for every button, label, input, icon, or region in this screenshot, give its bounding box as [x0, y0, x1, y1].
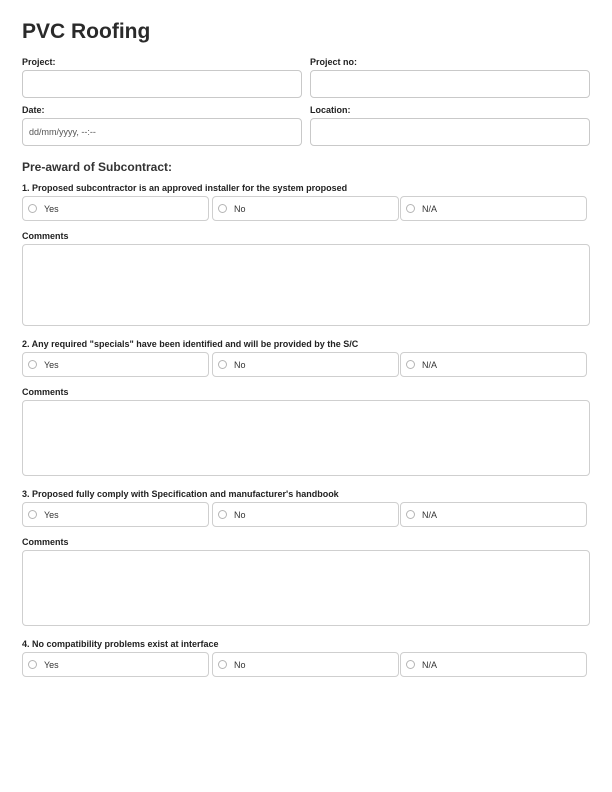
question-label: 3. Proposed fully comply with Specification and manufacturer's handbook — [22, 489, 339, 499]
date-label: Date: — [22, 105, 45, 115]
project-no-label: Project no: — [310, 57, 358, 67]
option-label: N/A — [422, 359, 438, 370]
radio-icon[interactable] — [406, 360, 415, 369]
radio-icon[interactable] — [406, 510, 415, 519]
project-input[interactable] — [22, 70, 302, 98]
radio-icon[interactable] — [218, 660, 227, 669]
radio-icon[interactable] — [28, 204, 37, 213]
location-input[interactable] — [310, 118, 590, 146]
option-yes[interactable] — [22, 196, 209, 221]
option-na[interactable] — [400, 196, 587, 221]
question-label: 1. Proposed subcontractor is an approved installer for the system proposed — [22, 183, 348, 193]
section-title: Pre-award of Subcontract: — [22, 160, 173, 174]
option-label: Yes — [44, 659, 59, 670]
option-label: No — [234, 509, 246, 520]
comments-textarea[interactable] — [22, 400, 590, 476]
option-label: No — [234, 203, 246, 214]
option-no[interactable] — [212, 652, 399, 677]
radio-icon[interactable] — [218, 204, 227, 213]
comments-textarea[interactable] — [22, 550, 590, 626]
option-label: Yes — [44, 509, 59, 520]
option-no[interactable] — [212, 502, 399, 527]
option-label: Yes — [44, 359, 59, 370]
question-label: 4. No compatibility problems exist at interface — [22, 639, 219, 649]
location-label: Location: — [310, 105, 351, 115]
comments-label: Comments — [22, 231, 69, 241]
radio-icon[interactable] — [406, 204, 415, 213]
option-label: N/A — [422, 659, 438, 670]
option-label: No — [234, 659, 246, 670]
comments-label: Comments — [22, 537, 69, 547]
comments-label: Comments — [22, 387, 69, 397]
comments-textarea[interactable] — [22, 244, 590, 326]
option-yes[interactable] — [22, 652, 209, 677]
radio-icon[interactable] — [28, 360, 37, 369]
page-title: PVC Roofing — [22, 20, 151, 43]
radio-icon[interactable] — [406, 660, 415, 669]
date-input[interactable]: dd/mm/yyyy, --:-- — [22, 118, 302, 146]
project-label: Project: — [22, 57, 56, 67]
option-label: N/A — [422, 509, 438, 520]
option-na[interactable] — [400, 502, 587, 527]
option-label: Yes — [44, 203, 59, 214]
option-no[interactable] — [212, 352, 399, 377]
radio-icon[interactable] — [218, 510, 227, 519]
radio-icon[interactable] — [28, 660, 37, 669]
option-na[interactable] — [400, 652, 587, 677]
project-no-input[interactable] — [310, 70, 590, 98]
option-na[interactable] — [400, 352, 587, 377]
option-no[interactable] — [212, 196, 399, 221]
option-label: N/A — [422, 203, 438, 214]
option-yes[interactable] — [22, 502, 209, 527]
option-yes[interactable] — [22, 352, 209, 377]
option-label: No — [234, 359, 246, 370]
radio-icon[interactable] — [218, 360, 227, 369]
radio-icon[interactable] — [28, 510, 37, 519]
question-label: 2. Any required "specials" have been identified and will be provided by the S/C — [22, 339, 359, 349]
